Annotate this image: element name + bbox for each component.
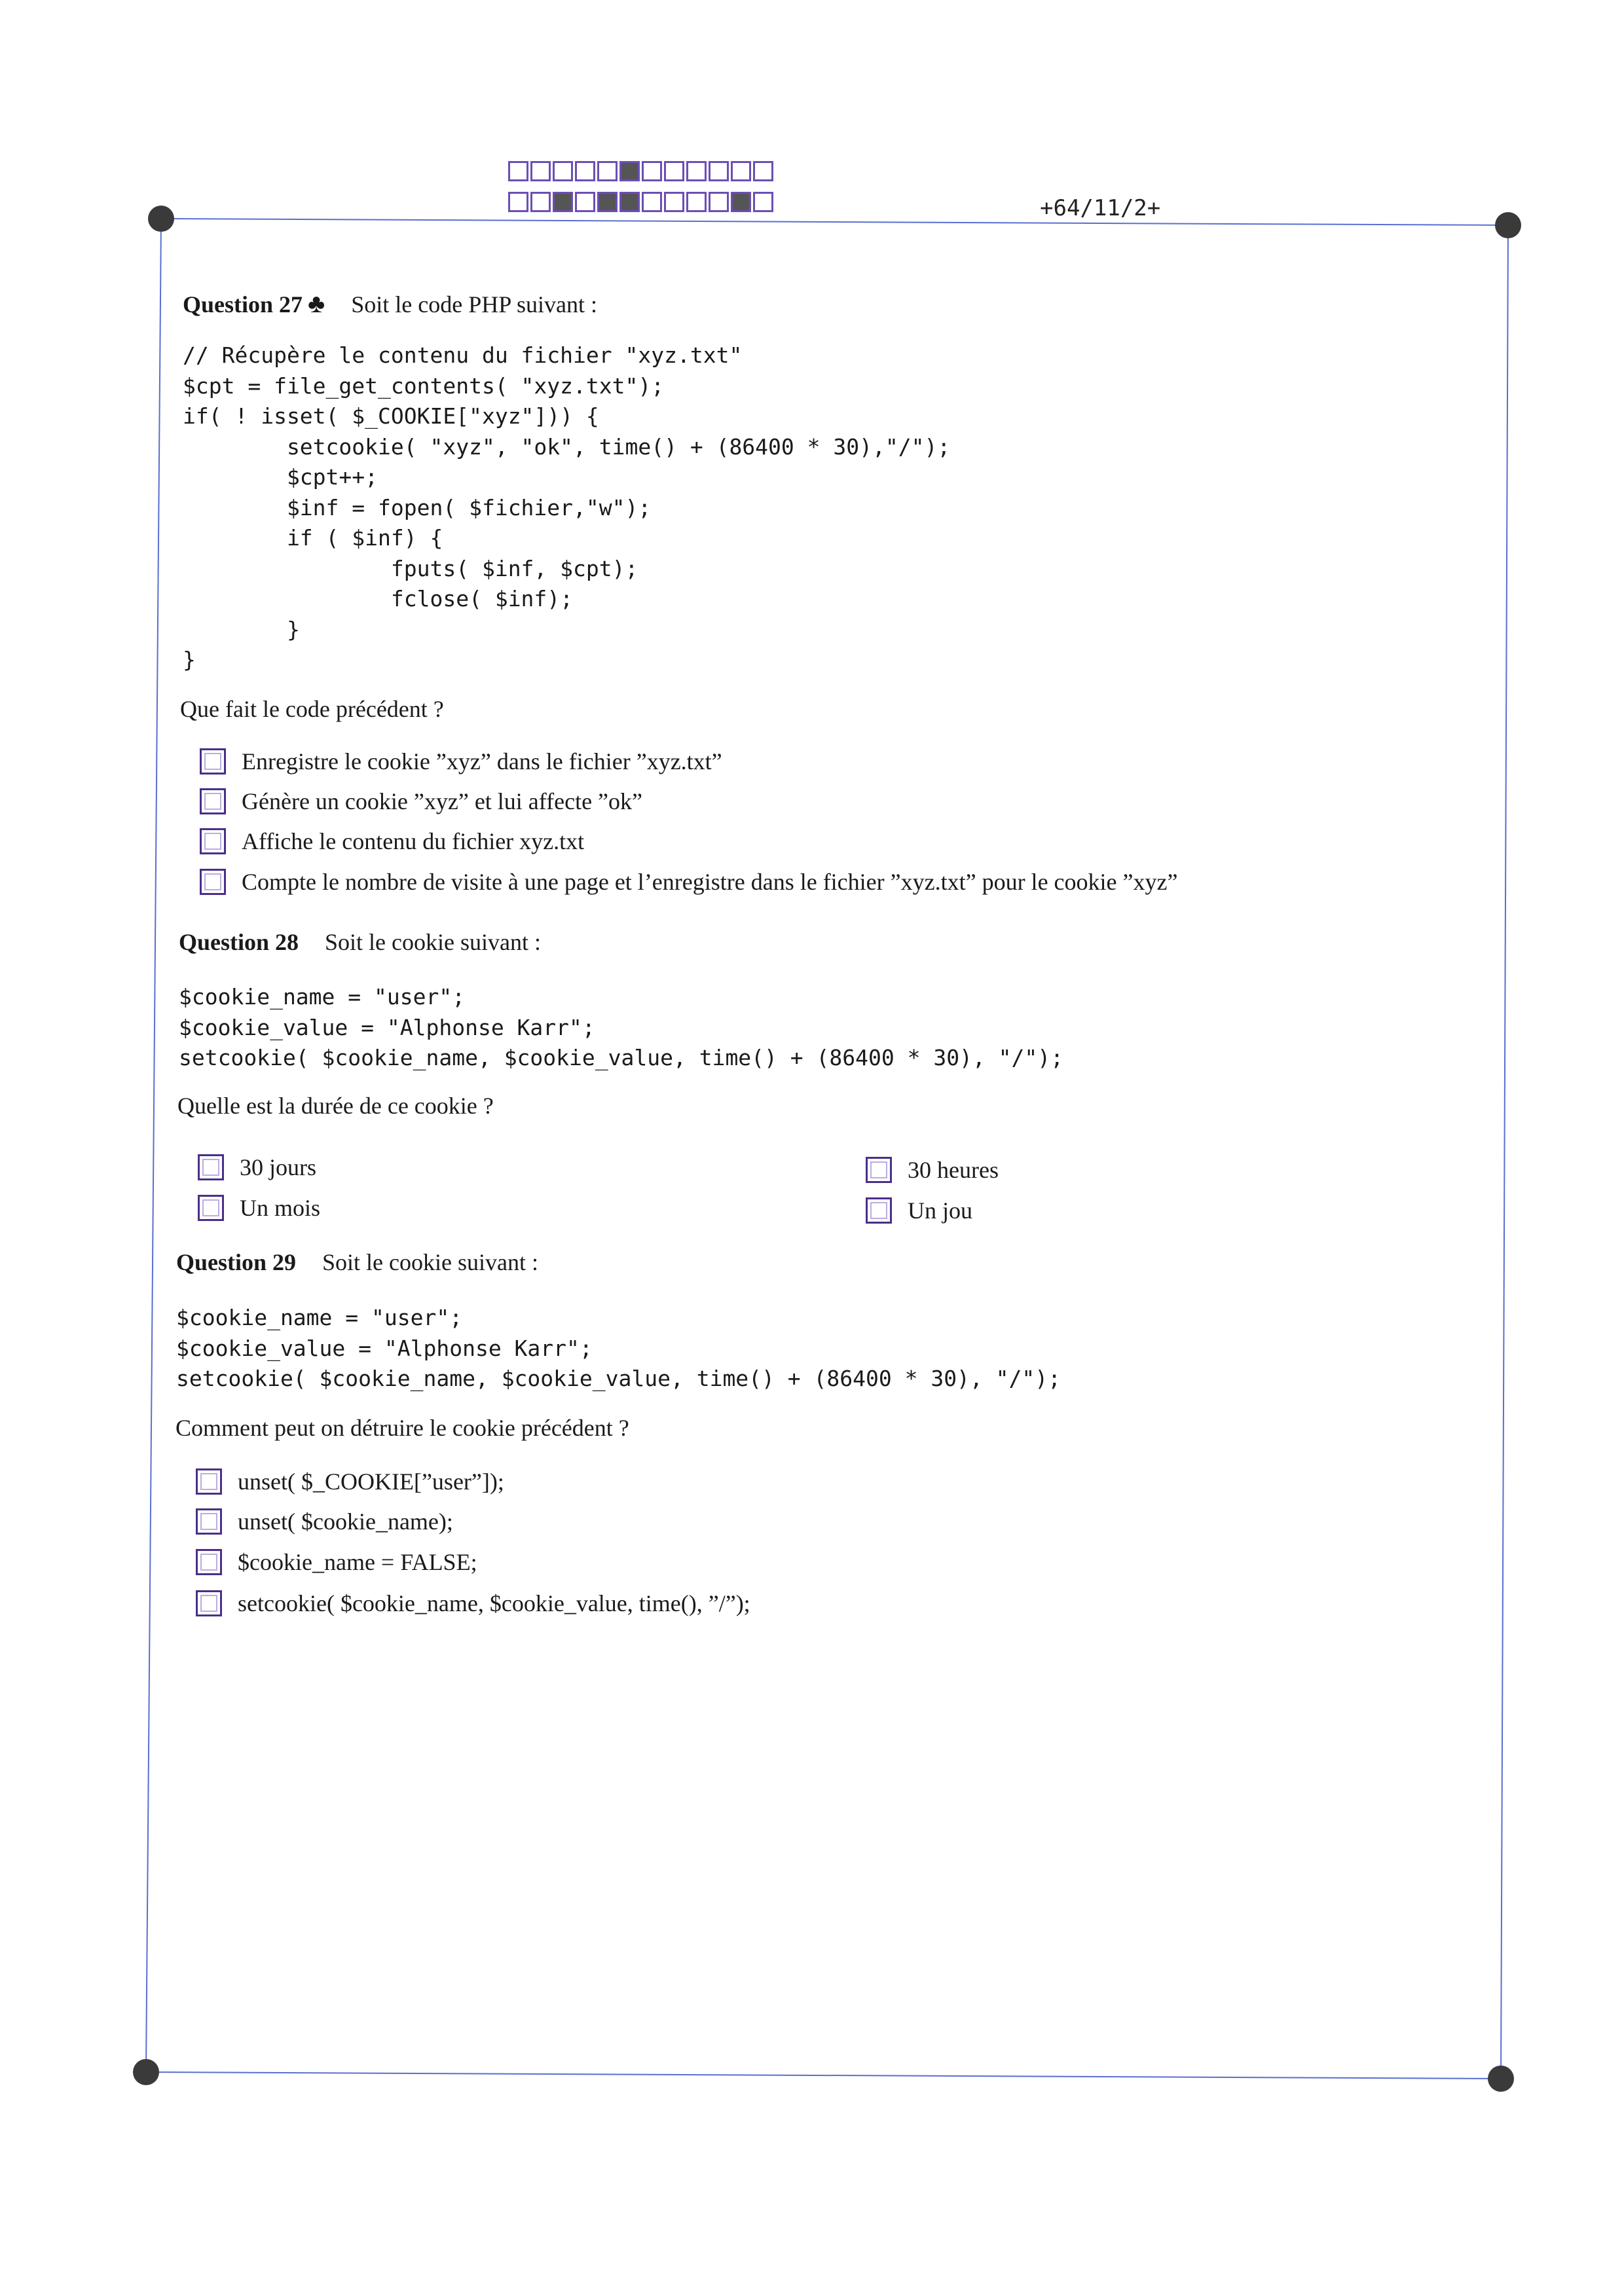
question-27-label: Question 27 [183,291,303,318]
choice-label: 30 heures [908,1157,999,1183]
id-cell-filled [597,192,618,212]
id-cell-empty [686,161,707,181]
id-cell-empty [642,161,662,181]
id-cell-empty [597,161,618,181]
club-icon: ♣ [308,289,325,318]
question-28-prompt: Quelle est la durée de ce cookie ? [177,1093,494,1119]
corner-marker-top-right [1495,212,1521,238]
question-27-header [183,288,597,319]
id-cell-empty [731,161,751,181]
q27-choice-2[interactable] [200,788,642,815]
id-cell-filled [619,192,640,212]
id-cell-empty [753,192,773,212]
q27-choice-1[interactable] [200,748,722,775]
question-27-code: // Récupère le contenu du fichier "xyz.txt" $cpt = file_get_contents( "xyz.txt"); if( ! isset( $_COOKIE["xyz"])) { setcookie( "xyz", "ok", time() + (86400 * 30),"/"); $cpt++; $inf = fopen( $fichier,"w"); if ( $inf) { fputs( $inf, $cpt); fclose( $inf); } } [183,342,951,672]
id-cell-filled [731,192,751,212]
choice-label: Affiche le contenu du fichier xyz.txt [242,828,585,854]
choice-label: Compte le nombre de visite à une page et l’enregistre dans le fichier ”xyz.txt” pour le cookie ”xyz” [242,869,1178,895]
choice-label: Un jou [908,1197,972,1224]
id-cell-empty [553,161,573,181]
id-cell-empty [508,161,528,181]
id-cell-empty [508,192,528,212]
checkbox[interactable] [866,1157,892,1183]
corner-marker-bottom-right [1488,2066,1514,2092]
choice-label: setcookie( $cookie_name, $cookie_value, time(), ”/”); [238,1590,750,1616]
page-identifier: +64/11/2+ [1040,195,1161,221]
q29-choice-4[interactable] [196,1590,750,1617]
checkbox[interactable] [200,828,226,854]
id-cell-empty [530,161,551,181]
id-cell-empty [709,192,729,212]
id-cell-filled [619,161,640,181]
choice-label: Enregistre le cookie ”xyz” dans le fichier ”xyz.txt” [242,748,722,774]
checkbox[interactable] [196,1468,222,1495]
question-28-code: $cookie_name = "user"; $cookie_value = "Alphonse Karr"; setcookie( $cookie_name, $cookie_value, time() + (86400 * 30), "/"); [179,984,1064,1070]
choice-label: unset( $cookie_name); [238,1508,453,1535]
question-29-prompt: Comment peut on détruire le cookie précédent ? [175,1415,629,1441]
question-28-header [179,928,541,956]
id-cell-filled [553,192,573,212]
question-28-intro: Soit le cookie suivant : [325,929,541,955]
q27-choice-4[interactable] [200,868,1177,896]
question-28-label: Question 28 [179,929,299,955]
id-code-row-1 [508,161,775,181]
choice-label: 30 jours [240,1154,316,1180]
id-cell-empty [686,192,707,212]
checkbox[interactable] [198,1195,224,1221]
q28-choice-1[interactable] [198,1154,316,1181]
id-code-row-2 [508,192,775,212]
id-cell-empty [664,161,684,181]
checkbox[interactable] [196,1590,222,1616]
checkbox[interactable] [200,748,226,774]
question-29-code: $cookie_name = "user"; $cookie_value = "Alphonse Karr"; setcookie( $cookie_name, $cookie_value, time() + (86400 * 30), "/"); [176,1305,1061,1391]
q28-choice-2[interactable] [198,1194,320,1222]
q29-choice-1[interactable] [196,1468,504,1495]
corner-marker-bottom-left [133,2059,159,2085]
q28-choice-4[interactable] [866,1197,972,1224]
question-29-intro: Soit le cookie suivant : [322,1249,538,1275]
checkbox[interactable] [196,1508,222,1535]
checkbox[interactable] [196,1549,222,1575]
id-cell-empty [664,192,684,212]
checkbox[interactable] [198,1154,224,1180]
q29-choice-3[interactable] [196,1548,477,1576]
choice-label: Génère un cookie ”xyz” et lui affecte ”ok” [242,788,642,814]
id-cell-empty [575,192,595,212]
id-cell-empty [530,192,551,212]
question-27-intro: Soit le code PHP suivant : [351,291,597,318]
question-29-label: Question 29 [176,1249,297,1275]
choice-label: $cookie_name = FALSE; [238,1549,477,1575]
id-cell-empty [753,161,773,181]
q29-choice-2[interactable] [196,1508,453,1535]
choice-label: Un mois [240,1195,321,1221]
q27-choice-3[interactable] [200,828,584,855]
question-27-prompt: Que fait le code précédent ? [180,696,444,722]
id-cell-empty [642,192,662,212]
checkbox[interactable] [866,1197,892,1224]
id-cell-empty [709,161,729,181]
checkbox[interactable] [200,788,226,814]
corner-marker-top-left [148,206,174,232]
checkbox[interactable] [200,869,226,895]
choice-label: unset( $_COOKIE[”user”]); [238,1468,504,1495]
id-cell-empty [575,161,595,181]
q28-choice-3[interactable] [866,1156,999,1184]
question-29-header [176,1248,538,1276]
